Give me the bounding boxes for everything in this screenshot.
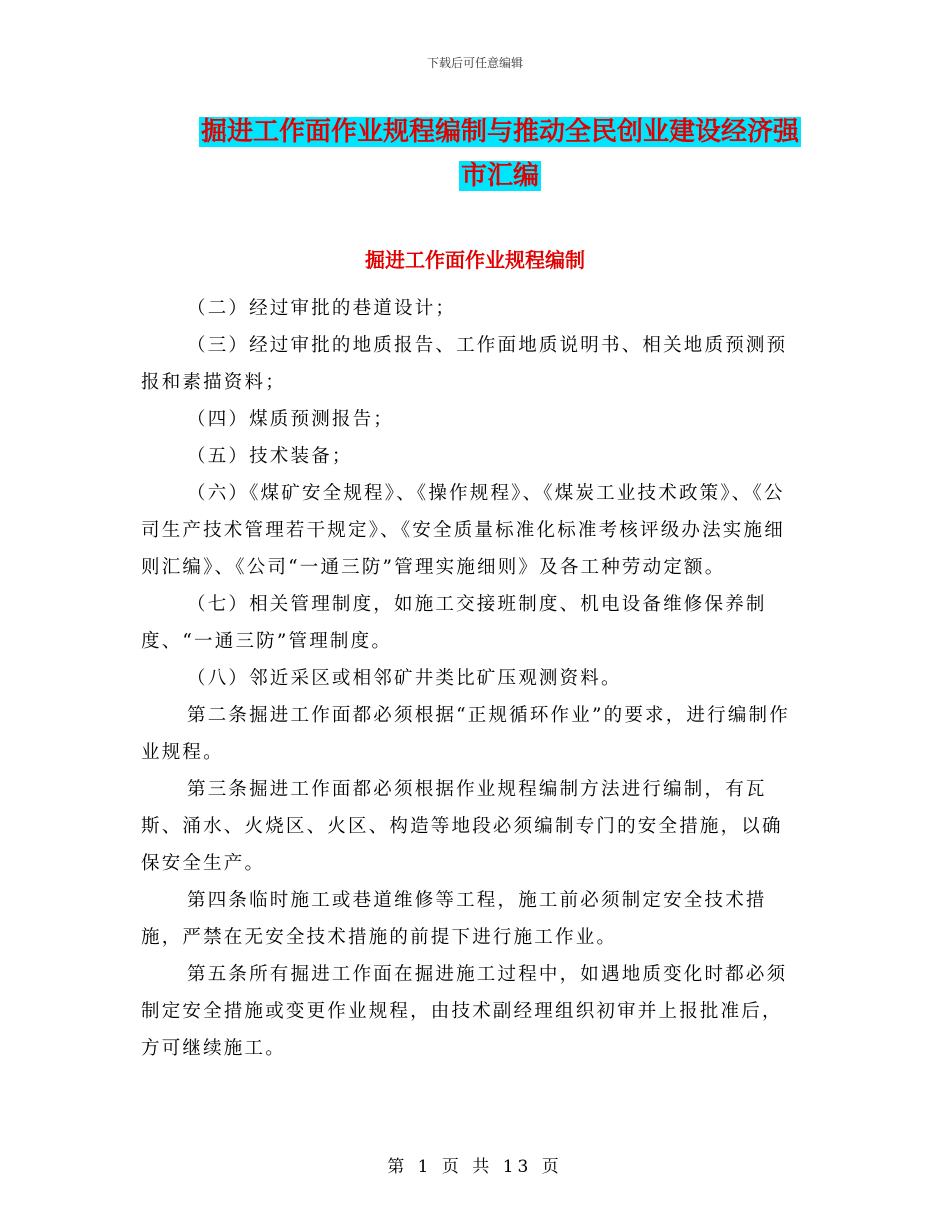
document-title [190,110,810,198]
paragraph: 第三条掘进工作面都必须根据作业规程编制方法进行编制，有瓦斯、涌水、火烧区、火区、构造等地段必须编制专门的安全措施，以确保安全生产。 [141,779,783,874]
paragraph: （二）经过审批的巷道设计； [187,298,457,319]
paragraph: （三）经过审批的地质报告、工作面地质说明书、相关地质预测预报和素描资料； [141,335,788,393]
body-text [141,290,801,1067]
page-footer: 第 1 页 共 13 页 [387,1157,563,1177]
paragraph: （六）《煤矿安全规程》、《操作规程》、《煤炭工业技术政策》、《公司生产技术管理若干规定》、《安全质量标准化标准考核评级办法实施细则汇编》、《公司“一通三防”管理实施细则》及各工种劳动定额。 [141,483,785,578]
header-note: 下载后可任意编辑 [426,56,523,70]
paragraph: 第四条临时施工或巷道维修等工程，施工前必须制定安全技术措施，严禁在无安全技术措施的前提下进行施工作业。 [141,890,767,948]
title-line-2: 市汇编 [460,161,539,191]
paragraph: （七）相关管理制度，如施工交接班制度、机电设备维修保养制度、“一通三防”管理制度。 [141,594,767,652]
paragraph: 第五条所有掘进工作面在掘进施工过程中，如遇地质变化时都必须制定安全措施或变更作业规程，由技术副经理组织初审并上报批准后，方可继续施工。 [141,964,788,1059]
paragraph: （五）技术装备； [187,446,353,467]
paragraph: （四）煤质预测报告； [187,409,395,430]
paragraph: （八）邻近采区或相邻矿井类比矿压观测资料。 [187,668,622,689]
title-line-1: 掘进工作面作业规程编制与推动全民创业建设经济强 [200,117,799,147]
paragraph: 第二条掘进工作面都必须根据“正规循环作业”的要求，进行编制作业规程。 [141,705,790,763]
section-heading: 掘进工作面作业规程编制 [365,248,585,272]
